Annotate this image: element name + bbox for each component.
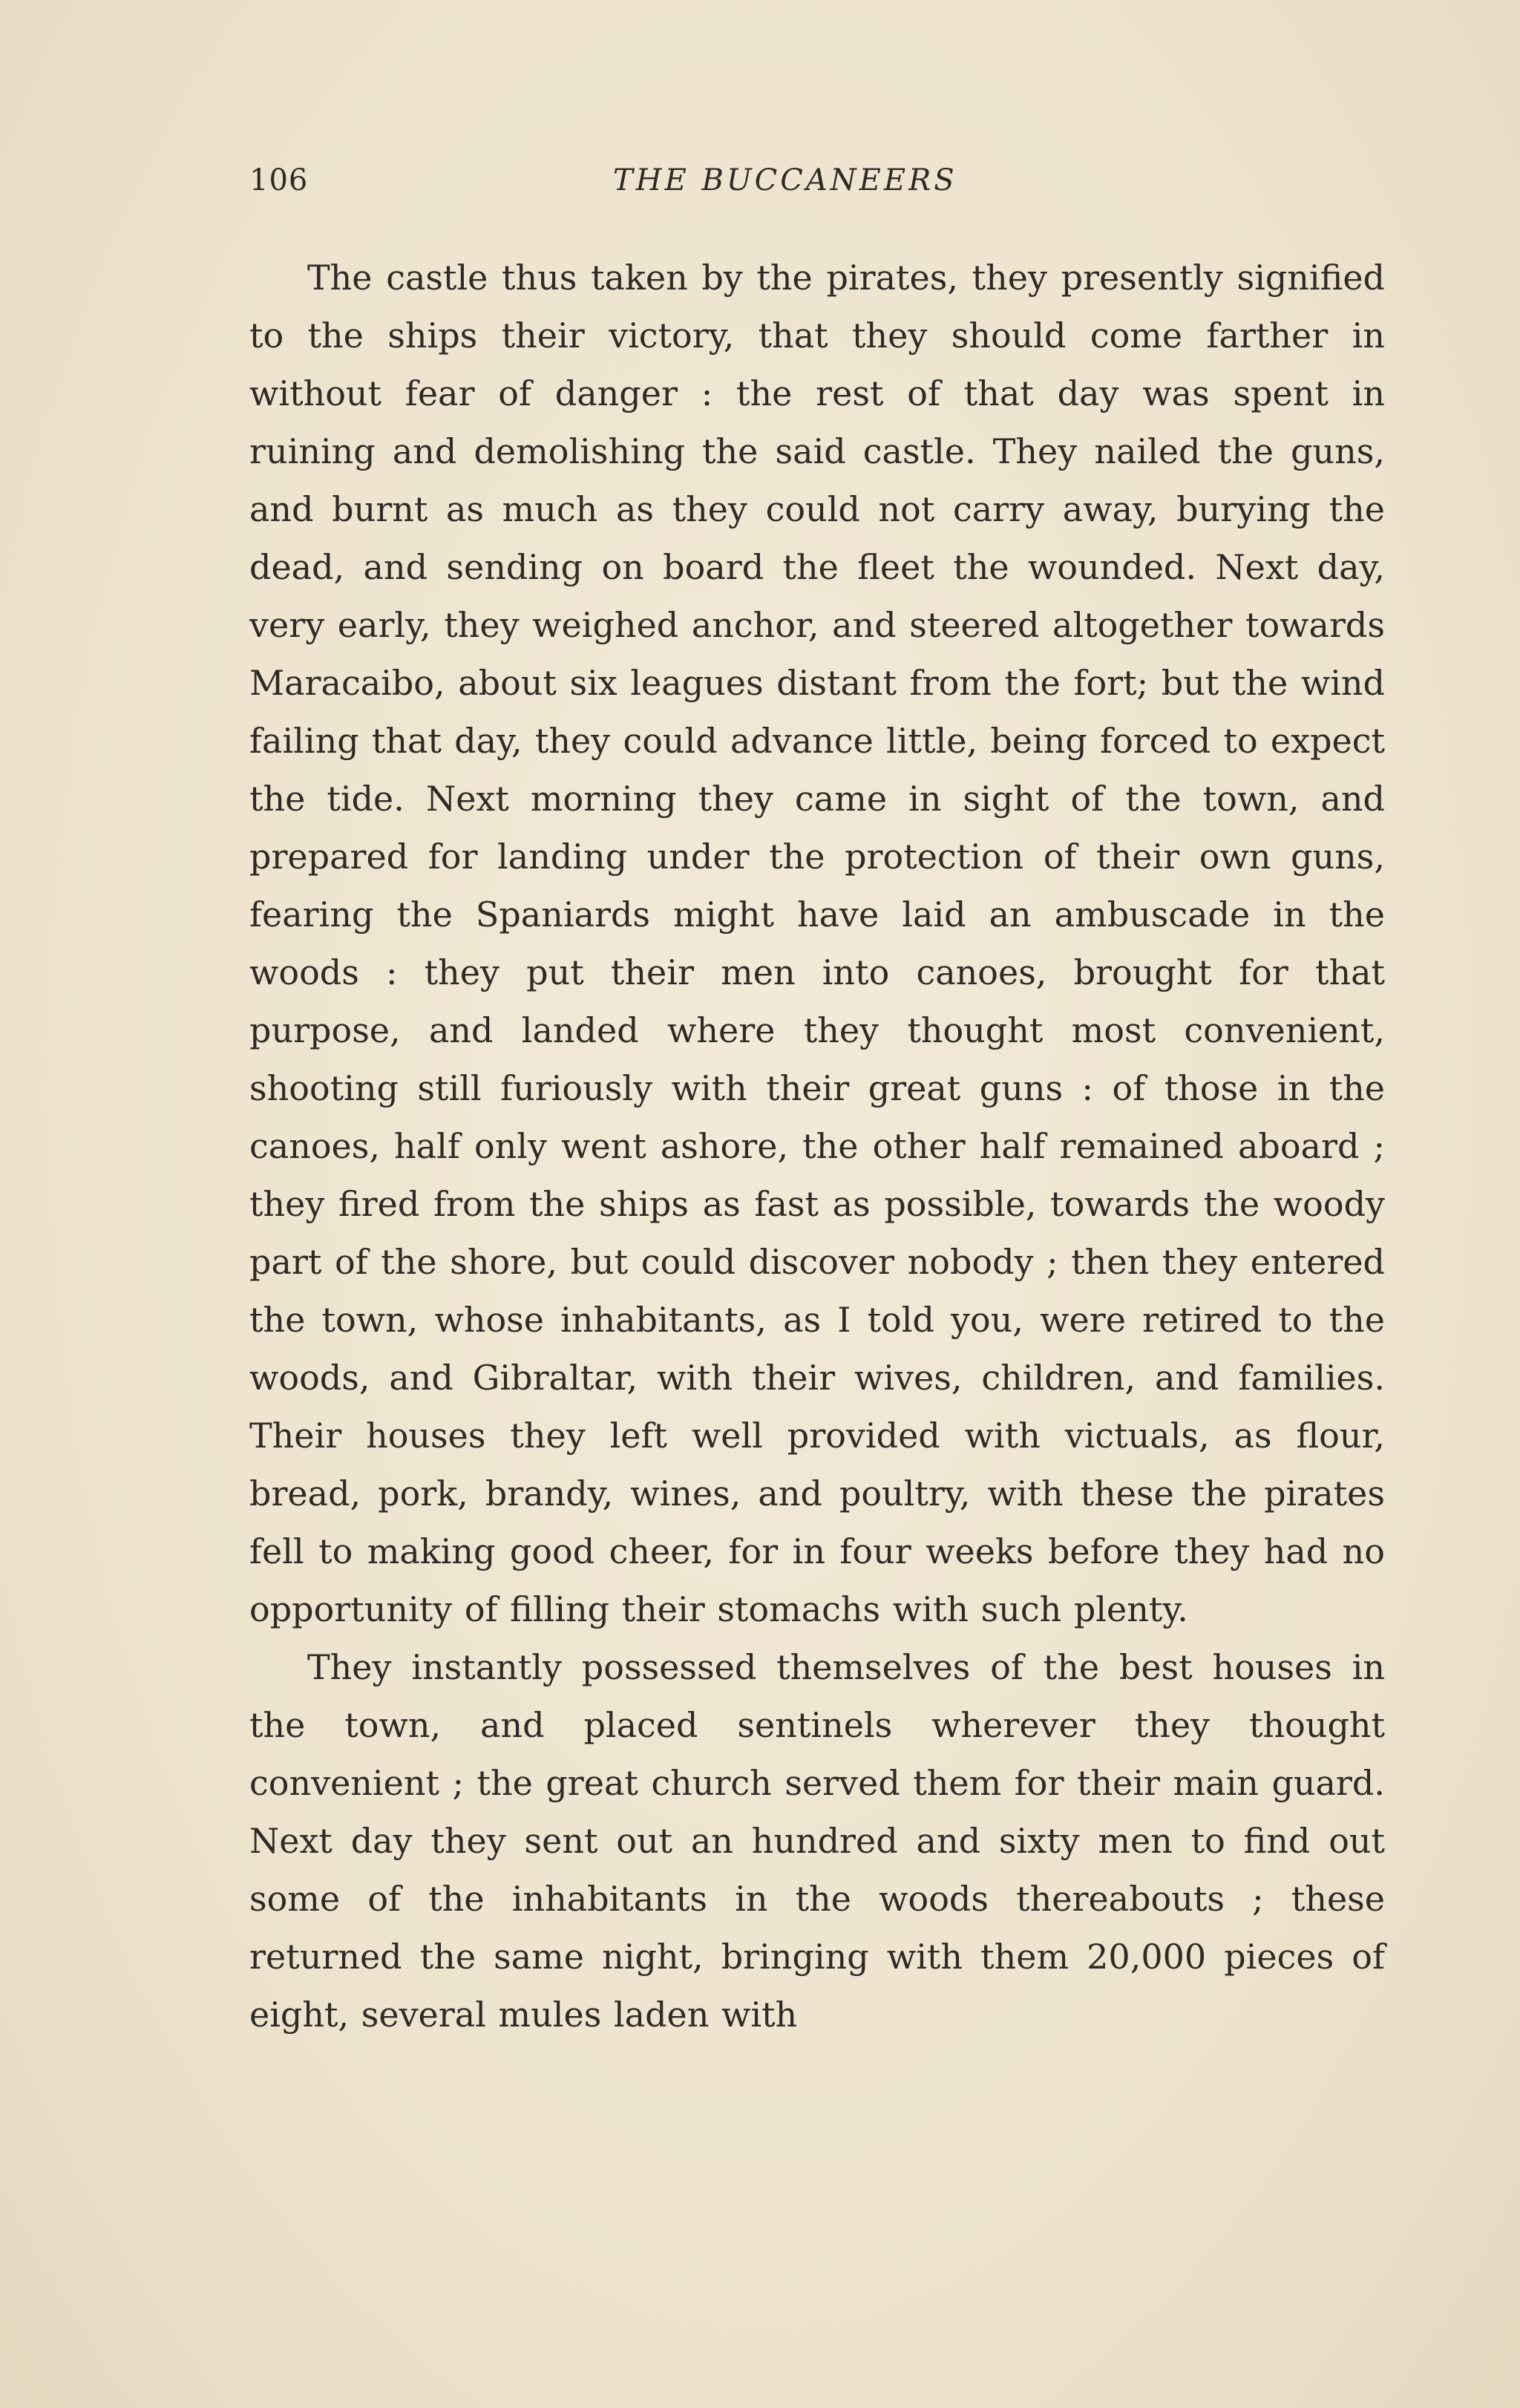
paragraph-text: The castle thus taken by the pirates, they presently signified to the ships their victory, that they should come farther in without fear of danger : the rest of that day was spent in ruining and demolishing the said castle. They nailed the guns, and burnt as much as they could not carry away, burying the dead, and sending on board the fleet the wounded. Next day, very early, they weighed anchor, and steered altogether towards Maracaibo, about six leagues distant from the fort; but the wind failing that day, they could advance little, being forced to expect the tide. Next morning they came in sight of the town, and prepared for landing under the protection of their own guns, fearing the Spaniards might have laid an ambuscade in the woods : they put their men into canoes, brought for that purpose, and landed where they thought most convenient, shooting still furiously with their great guns : of those in the canoes, half only went ashore, the other half remained aboard ; they fired from the ships as fast as possible, towards the woody part of the shore, but could discover nobody ; then they entered the town, whose inhabitants, as I told you, were retired to the woods, and Gibraltar, with their wives, children, and families. Their houses they left well provided with victuals, as flour, bread, pork, brandy, wines, and poultry, with these the pirates fell to making good cheer, for in four weeks before they had no opportunity of filling their stomachs with such plenty. (249, 258, 1385, 1629)
page-number: 106 (249, 163, 309, 197)
running-title: THE BUCCANEERS (613, 163, 957, 197)
paragraph (249, 1638, 1385, 2044)
page-header (249, 163, 1385, 215)
body-text (249, 249, 1385, 2044)
paragraph-text: They instantly possessed themselves of the best houses in the town, and placed sentinels wherever they thought convenient ; the great church served them for their main guard. Next day they sent out an hundred and sixty men to find out some of the inhabitants in the woods thereabouts ; these returned the same night, bringing with them 20,000 pieces of eight, several mules laden with (249, 1647, 1385, 2035)
paragraph (249, 249, 1385, 1638)
